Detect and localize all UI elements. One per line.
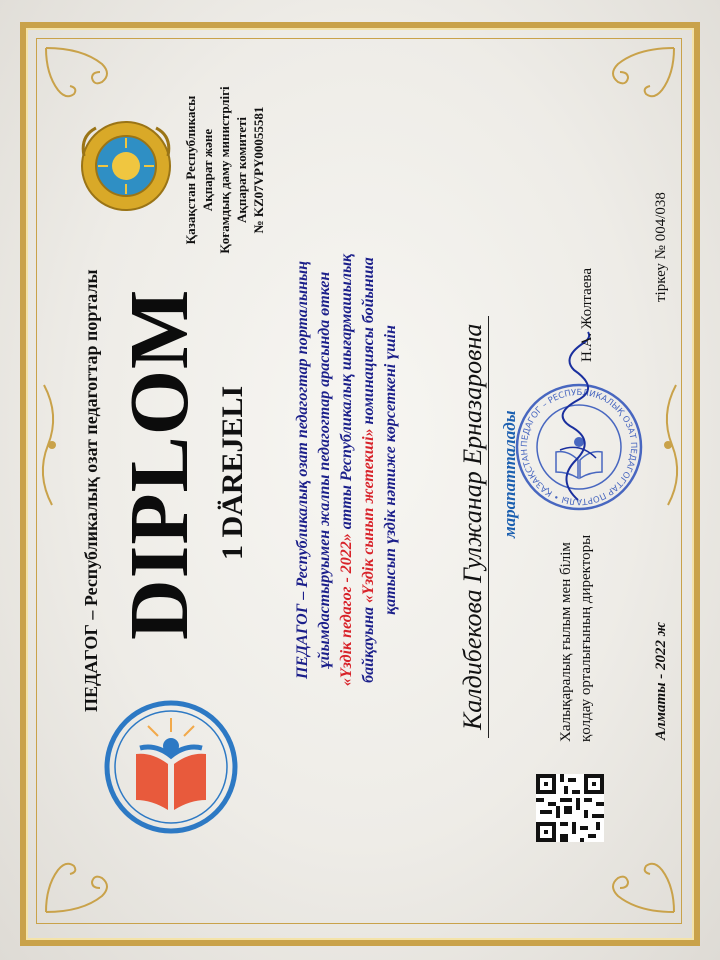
corner-ornament-bottom-left xyxy=(42,856,122,916)
signatory-name: Н.А. Жолтаева xyxy=(579,268,595,362)
recipient-name: Калдибекова Гулжанар Ерназаровна xyxy=(458,316,489,738)
place-date: Алматы - 2022 ж xyxy=(653,621,669,740)
body-line: ПЕДАГОГ – Республикалық озат педагогтар порталының xyxy=(294,261,311,679)
registration-line: Қазақстан Республикасы xyxy=(183,95,198,245)
body-line: байқауына «Үздік сынып жетекші» номинациясы бойынша xyxy=(360,257,377,683)
award-body-text xyxy=(292,200,402,740)
stamp-text: ПЕДАГОГ – РЕСПУБЛИКАЛЫҚ ОЗАТ ПЕДАГОГТАР ПОРТАЛЫ • ҚАЗАҚСТАН РЕСПУБЛИКАСЫ • xyxy=(508,373,639,507)
registration-number: тіркеу № 004/038 xyxy=(653,192,669,302)
signatory-title-line: Халықаралық ғылым мен білім xyxy=(558,542,574,742)
registration-info xyxy=(182,85,267,255)
body-line: «Үздік педагог - 2022» атты Республикалық шығармашылық xyxy=(338,253,355,687)
state-emblem-icon xyxy=(78,116,174,216)
signatory-title-line: қолдау орталығының директоры xyxy=(578,534,594,742)
signatory-title xyxy=(556,502,596,742)
portal-logo-icon xyxy=(96,692,246,842)
body-line: қатысып үздік нәтиже көрсеткені үшін xyxy=(382,325,399,615)
diploma-title: DIPLOM xyxy=(113,288,206,640)
registration-line: Қоғамдық даму министрлігі xyxy=(217,86,232,254)
degree-label: 1 DÄREJELI xyxy=(216,385,249,560)
qr-code xyxy=(536,774,604,842)
awarded-label: марапатталады xyxy=(500,410,519,538)
portal-header: ПЕДАГОГ – Республикалық озат педагогтар порталы xyxy=(81,269,101,712)
side-ornament-left xyxy=(38,385,68,505)
body-line: ұйымдастыруымен жалпы педагогтар арасында өткен xyxy=(316,271,333,669)
corner-ornament-top-left xyxy=(42,44,122,104)
registration-line: Ақпарат комитеті xyxy=(234,117,249,223)
corner-ornament-bottom-right xyxy=(598,856,678,916)
registration-line: Ақпарат және xyxy=(200,128,215,212)
corner-ornament-top-right xyxy=(598,44,678,104)
registration-line: № KZ07VPY00055581 xyxy=(251,106,266,234)
side-ornament-right xyxy=(652,385,682,505)
